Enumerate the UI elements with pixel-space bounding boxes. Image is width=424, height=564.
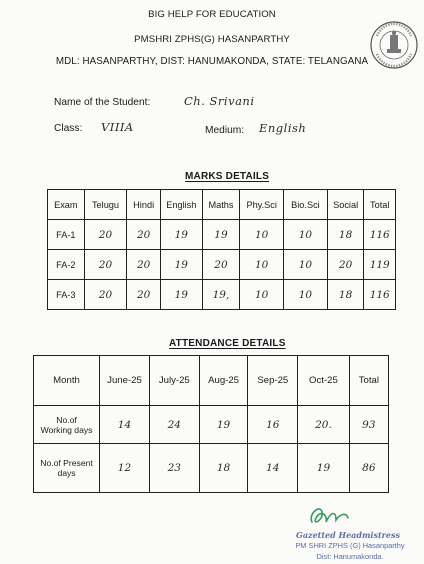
total-cell: 93: [349, 406, 388, 444]
day-count-cell: 18: [199, 444, 248, 493]
stamp-district: Dist: Hanumakonda.: [316, 552, 384, 561]
marks-header-cell: Telugu: [84, 190, 127, 220]
exam-cell: FA-2: [48, 250, 85, 280]
student-name-value: Ch. Srivani: [184, 94, 255, 108]
mark-cell: 20: [202, 250, 240, 280]
attendance-header-cell: July-25: [149, 356, 199, 406]
mark-cell: 10: [284, 280, 328, 310]
medium-label: Medium:: [205, 125, 245, 136]
mark-cell: 10: [240, 280, 284, 310]
marks-header-cell: English: [160, 190, 202, 220]
mark-cell: 10: [240, 220, 284, 250]
day-count-cell: 19: [298, 444, 350, 493]
attendance-table: [33, 355, 389, 493]
marks-header-cell: Social: [327, 190, 364, 220]
day-count-cell: 14: [248, 444, 298, 493]
medium-value: English: [259, 121, 307, 135]
government-seal-logo: [369, 20, 419, 70]
class-label: Class:: [54, 123, 83, 134]
headmistress-signature: [306, 500, 354, 530]
marks-section-title: MARKS DETAILS: [185, 171, 270, 182]
attendance-header-cell: Aug-25: [199, 356, 248, 406]
day-count-cell: 14: [100, 406, 150, 444]
day-count-cell: 20.: [298, 406, 350, 444]
mark-cell: 19: [160, 250, 202, 280]
student-name-label: Name of the Student:: [54, 97, 151, 108]
school-name: PMSHRI ZPHS(G) HASANPARTHY: [134, 34, 290, 45]
working-days-row: [34, 406, 389, 444]
marks-header-cell: Total: [364, 190, 396, 220]
total-cell: 119: [364, 250, 396, 280]
mark-cell: 20: [84, 280, 127, 310]
day-count-cell: 23: [149, 444, 199, 493]
day-count-cell: 12: [100, 444, 150, 493]
mark-cell: 19: [160, 220, 202, 250]
total-cell: 116: [364, 220, 396, 250]
row-label-cell: No.of Working days: [34, 406, 100, 444]
present-days-row: [34, 444, 389, 493]
attendance-header-cell: Oct-25: [298, 356, 350, 406]
mark-cell: 20: [127, 220, 161, 250]
attendance-header-cell: Month: [34, 356, 100, 406]
marks-header-cell: Hindi: [127, 190, 161, 220]
exam-cell: FA-1: [48, 220, 85, 250]
marks-row-fa1: [48, 220, 396, 250]
school-program-title: BIG HELP FOR EDUCATION: [148, 9, 276, 20]
day-count-cell: 16: [248, 406, 298, 444]
mark-cell: 20: [127, 280, 161, 310]
mark-cell: 18: [327, 220, 364, 250]
day-count-cell: 24: [149, 406, 199, 444]
mark-cell: 19: [202, 220, 240, 250]
marks-header-cell: Exam: [48, 190, 85, 220]
mark-cell: 20: [84, 220, 127, 250]
mark-cell: 18: [327, 280, 364, 310]
total-cell: 86: [349, 444, 388, 493]
stamp-designation: Gazetted Headmistress: [296, 530, 400, 540]
mark-cell: 10: [284, 250, 328, 280]
mark-cell: 20: [84, 250, 127, 280]
attendance-section-title: ATTENDANCE DETAILS: [169, 338, 286, 349]
school-address: MDL: HASANPARTHY, DIST: HANUMAKONDA, STATE: TELANGANA: [55, 56, 369, 67]
stamp-school: PM SHRI ZPHS (G) Hasanparthy: [295, 541, 405, 550]
exam-cell: FA-3: [48, 280, 85, 310]
mark-cell: 20: [327, 250, 364, 280]
day-count-cell: 19: [199, 406, 248, 444]
marks-header-row: [48, 190, 396, 220]
mark-cell: 19: [160, 280, 202, 310]
marks-header-cell: Maths: [202, 190, 240, 220]
attendance-header-row: [34, 356, 389, 406]
marks-row-fa3: [48, 280, 396, 310]
mark-cell: 20: [127, 250, 161, 280]
marks-header-cell: Phy.Sci: [240, 190, 284, 220]
marks-header-cell: Bio.Sci: [284, 190, 328, 220]
total-cell: 116: [364, 280, 396, 310]
attendance-header-cell: Total: [349, 356, 388, 406]
mark-cell: 10: [240, 250, 284, 280]
attendance-header-cell: Sep-25: [248, 356, 298, 406]
class-value: VIIIA: [101, 120, 134, 134]
marks-row-fa2: [48, 250, 396, 280]
marks-table: [47, 189, 396, 310]
attendance-header-cell: June-25: [100, 356, 150, 406]
row-label-cell: No.of Present days: [34, 444, 100, 493]
mark-cell: 10: [284, 220, 328, 250]
mark-cell: 19,: [202, 280, 240, 310]
